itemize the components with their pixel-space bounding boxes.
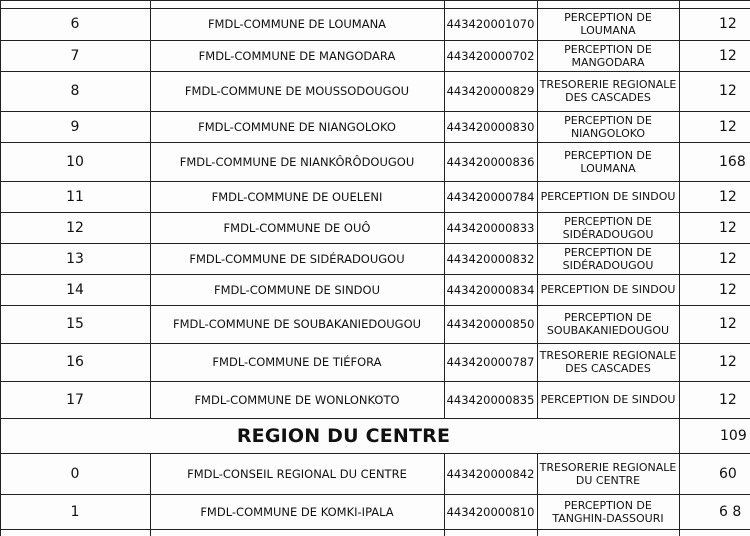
amount: 12 bbox=[719, 281, 737, 298]
column-divider bbox=[679, 0, 680, 418]
amount: 12 bbox=[719, 354, 737, 370]
beneficiary-name: FMDL-COMMUNE DE OUÔ bbox=[223, 220, 371, 235]
amount: 6 8 bbox=[719, 503, 742, 520]
beneficiary-name: FMDL-COMMUNE DE NIANGOLOKO bbox=[198, 119, 396, 134]
beneficiary-name: FMDL-COMMUNE DE OUELENI bbox=[211, 189, 383, 204]
perception-office: PERCEPTION DE TANGHIN-DASSOURI bbox=[552, 498, 664, 525]
perception-office: PERCEPTION DE SINDOU bbox=[540, 283, 676, 296]
row-divider bbox=[0, 71, 750, 72]
row-number: 7 bbox=[70, 47, 80, 64]
column-divider bbox=[0, 0, 1, 536]
region-title: REGION DU CENTRE bbox=[236, 424, 451, 447]
perception-office: PERCEPTION DE NIANGOLOKO bbox=[564, 113, 652, 140]
row-divider bbox=[0, 181, 750, 182]
amount: 168 bbox=[719, 153, 746, 170]
amount: 12 bbox=[719, 16, 737, 32]
row-divider bbox=[0, 529, 750, 530]
row-number: 13 bbox=[66, 250, 84, 267]
beneficiary-name: FMDL-COMMUNE DE KOMKI-IPALA bbox=[200, 504, 394, 519]
column-divider bbox=[679, 418, 680, 453]
beneficiary-name: FMDL-COMMUNE DE SINDOU bbox=[213, 282, 380, 297]
account-number: 443420000829 bbox=[446, 84, 535, 98]
column-divider bbox=[150, 0, 151, 418]
account-number: 443420000784 bbox=[446, 189, 535, 204]
row-divider bbox=[0, 381, 750, 382]
column-divider bbox=[444, 453, 445, 536]
row-divider bbox=[0, 343, 750, 344]
perception-office: PERCEPTION DE SOUBAKANIEDOUGOU bbox=[546, 311, 670, 337]
account-number: 443420000835 bbox=[446, 392, 535, 407]
beneficiary-name: FMDL-COMMUNE DE NIANKÔRÔDOUGOU bbox=[179, 154, 415, 169]
row-number: 12 bbox=[66, 219, 84, 236]
row-divider bbox=[0, 418, 750, 419]
row-number: 15 bbox=[66, 316, 84, 332]
beneficiary-name: FMDL-COMMUNE DE MOUSSODOUGOU bbox=[184, 84, 410, 98]
amount: 12 bbox=[719, 316, 737, 332]
amount: 12 bbox=[719, 118, 737, 135]
row-divider bbox=[0, 305, 750, 306]
row-number: 17 bbox=[66, 391, 84, 408]
perception-office: PERCEPTION DE LOUMANA bbox=[564, 11, 652, 37]
column-divider bbox=[679, 453, 680, 536]
row-number: 0 bbox=[70, 465, 80, 482]
row-divider bbox=[0, 453, 750, 454]
account-number: 443420000836 bbox=[446, 154, 535, 169]
row-divider bbox=[0, 212, 750, 213]
account-number: 443420000850 bbox=[446, 317, 535, 331]
beneficiary-name: FMDL-CONSEIL REGIONAL DU CENTRE bbox=[187, 466, 407, 481]
amount: 12 bbox=[719, 188, 737, 205]
perception-office: PERCEPTION DE SIDÉRADOUGOU bbox=[562, 214, 654, 241]
account-number: 443420000810 bbox=[446, 504, 535, 519]
account-number: 443420001070 bbox=[446, 17, 535, 31]
account-number: 443420000702 bbox=[446, 48, 535, 63]
row-number: 16 bbox=[66, 354, 84, 370]
beneficiary-name: FMDL-COMMUNE DE MANGODARA bbox=[198, 48, 396, 63]
perception-office: PERCEPTION DE MANGODARA bbox=[564, 42, 652, 69]
amount: 12 bbox=[719, 47, 737, 64]
region-amount: 109 bbox=[720, 427, 747, 444]
row-divider bbox=[0, 8, 750, 9]
beneficiary-name: FMDL-COMMUNE DE WONLONKOTO bbox=[194, 392, 400, 407]
row-number: 1 bbox=[70, 503, 80, 520]
perception-office: PERCEPTION DE SINDOU bbox=[540, 393, 676, 406]
row-divider bbox=[0, 243, 750, 244]
row-divider bbox=[0, 40, 750, 41]
row-number: 11 bbox=[66, 188, 84, 205]
column-divider bbox=[444, 0, 445, 418]
beneficiary-name: FMDL-COMMUNE DE SIDÉRADOUGOU bbox=[189, 251, 405, 266]
amount: 12 bbox=[719, 250, 737, 267]
row-divider bbox=[0, 111, 750, 112]
perception-office: PERCEPTION DE SINDOU bbox=[540, 190, 676, 203]
account-number: 443420000833 bbox=[446, 220, 535, 235]
row-number: 10 bbox=[66, 153, 84, 170]
perception-office: TRESORERIE REGIONALE DES CASCADES bbox=[539, 78, 677, 104]
account-number: 443420000787 bbox=[446, 355, 535, 369]
account-number: 443420000830 bbox=[446, 119, 535, 134]
column-divider bbox=[537, 453, 538, 536]
account-number: 443420000834 bbox=[446, 282, 535, 297]
perception-office: PERCEPTION DE LOUMANA bbox=[564, 148, 652, 175]
beneficiary-name: FMDL-COMMUNE DE SOUBAKANIEDOUGOU bbox=[172, 317, 422, 331]
perception-office: PERCEPTION DE SIDÉRADOUGOU bbox=[562, 245, 654, 272]
row-divider bbox=[0, 0, 750, 1]
amount: 12 bbox=[719, 83, 737, 99]
column-divider bbox=[537, 0, 538, 418]
row-divider bbox=[0, 274, 750, 275]
beneficiary-name: FMDL-COMMUNE DE TIÉFORA bbox=[212, 355, 382, 369]
row-number: 14 bbox=[66, 281, 84, 298]
row-number: 6 bbox=[70, 16, 80, 32]
beneficiary-name: FMDL-COMMUNE DE LOUMANA bbox=[207, 17, 387, 31]
perception-office: TRESORERIE REGIONALE DU CENTRE bbox=[539, 460, 677, 487]
perception-office: TRESORERIE REGIONALE DES CASCADES bbox=[539, 349, 677, 375]
column-divider bbox=[150, 453, 151, 536]
row-divider bbox=[0, 142, 750, 143]
row-divider bbox=[0, 494, 750, 495]
amount: 12 bbox=[719, 391, 737, 408]
row-number: 8 bbox=[70, 83, 80, 99]
amount: 60 bbox=[719, 465, 737, 482]
row-number: 9 bbox=[70, 118, 80, 135]
account-number: 443420000842 bbox=[446, 466, 535, 481]
amount: 12 bbox=[719, 219, 737, 236]
account-number: 443420000832 bbox=[446, 251, 535, 266]
